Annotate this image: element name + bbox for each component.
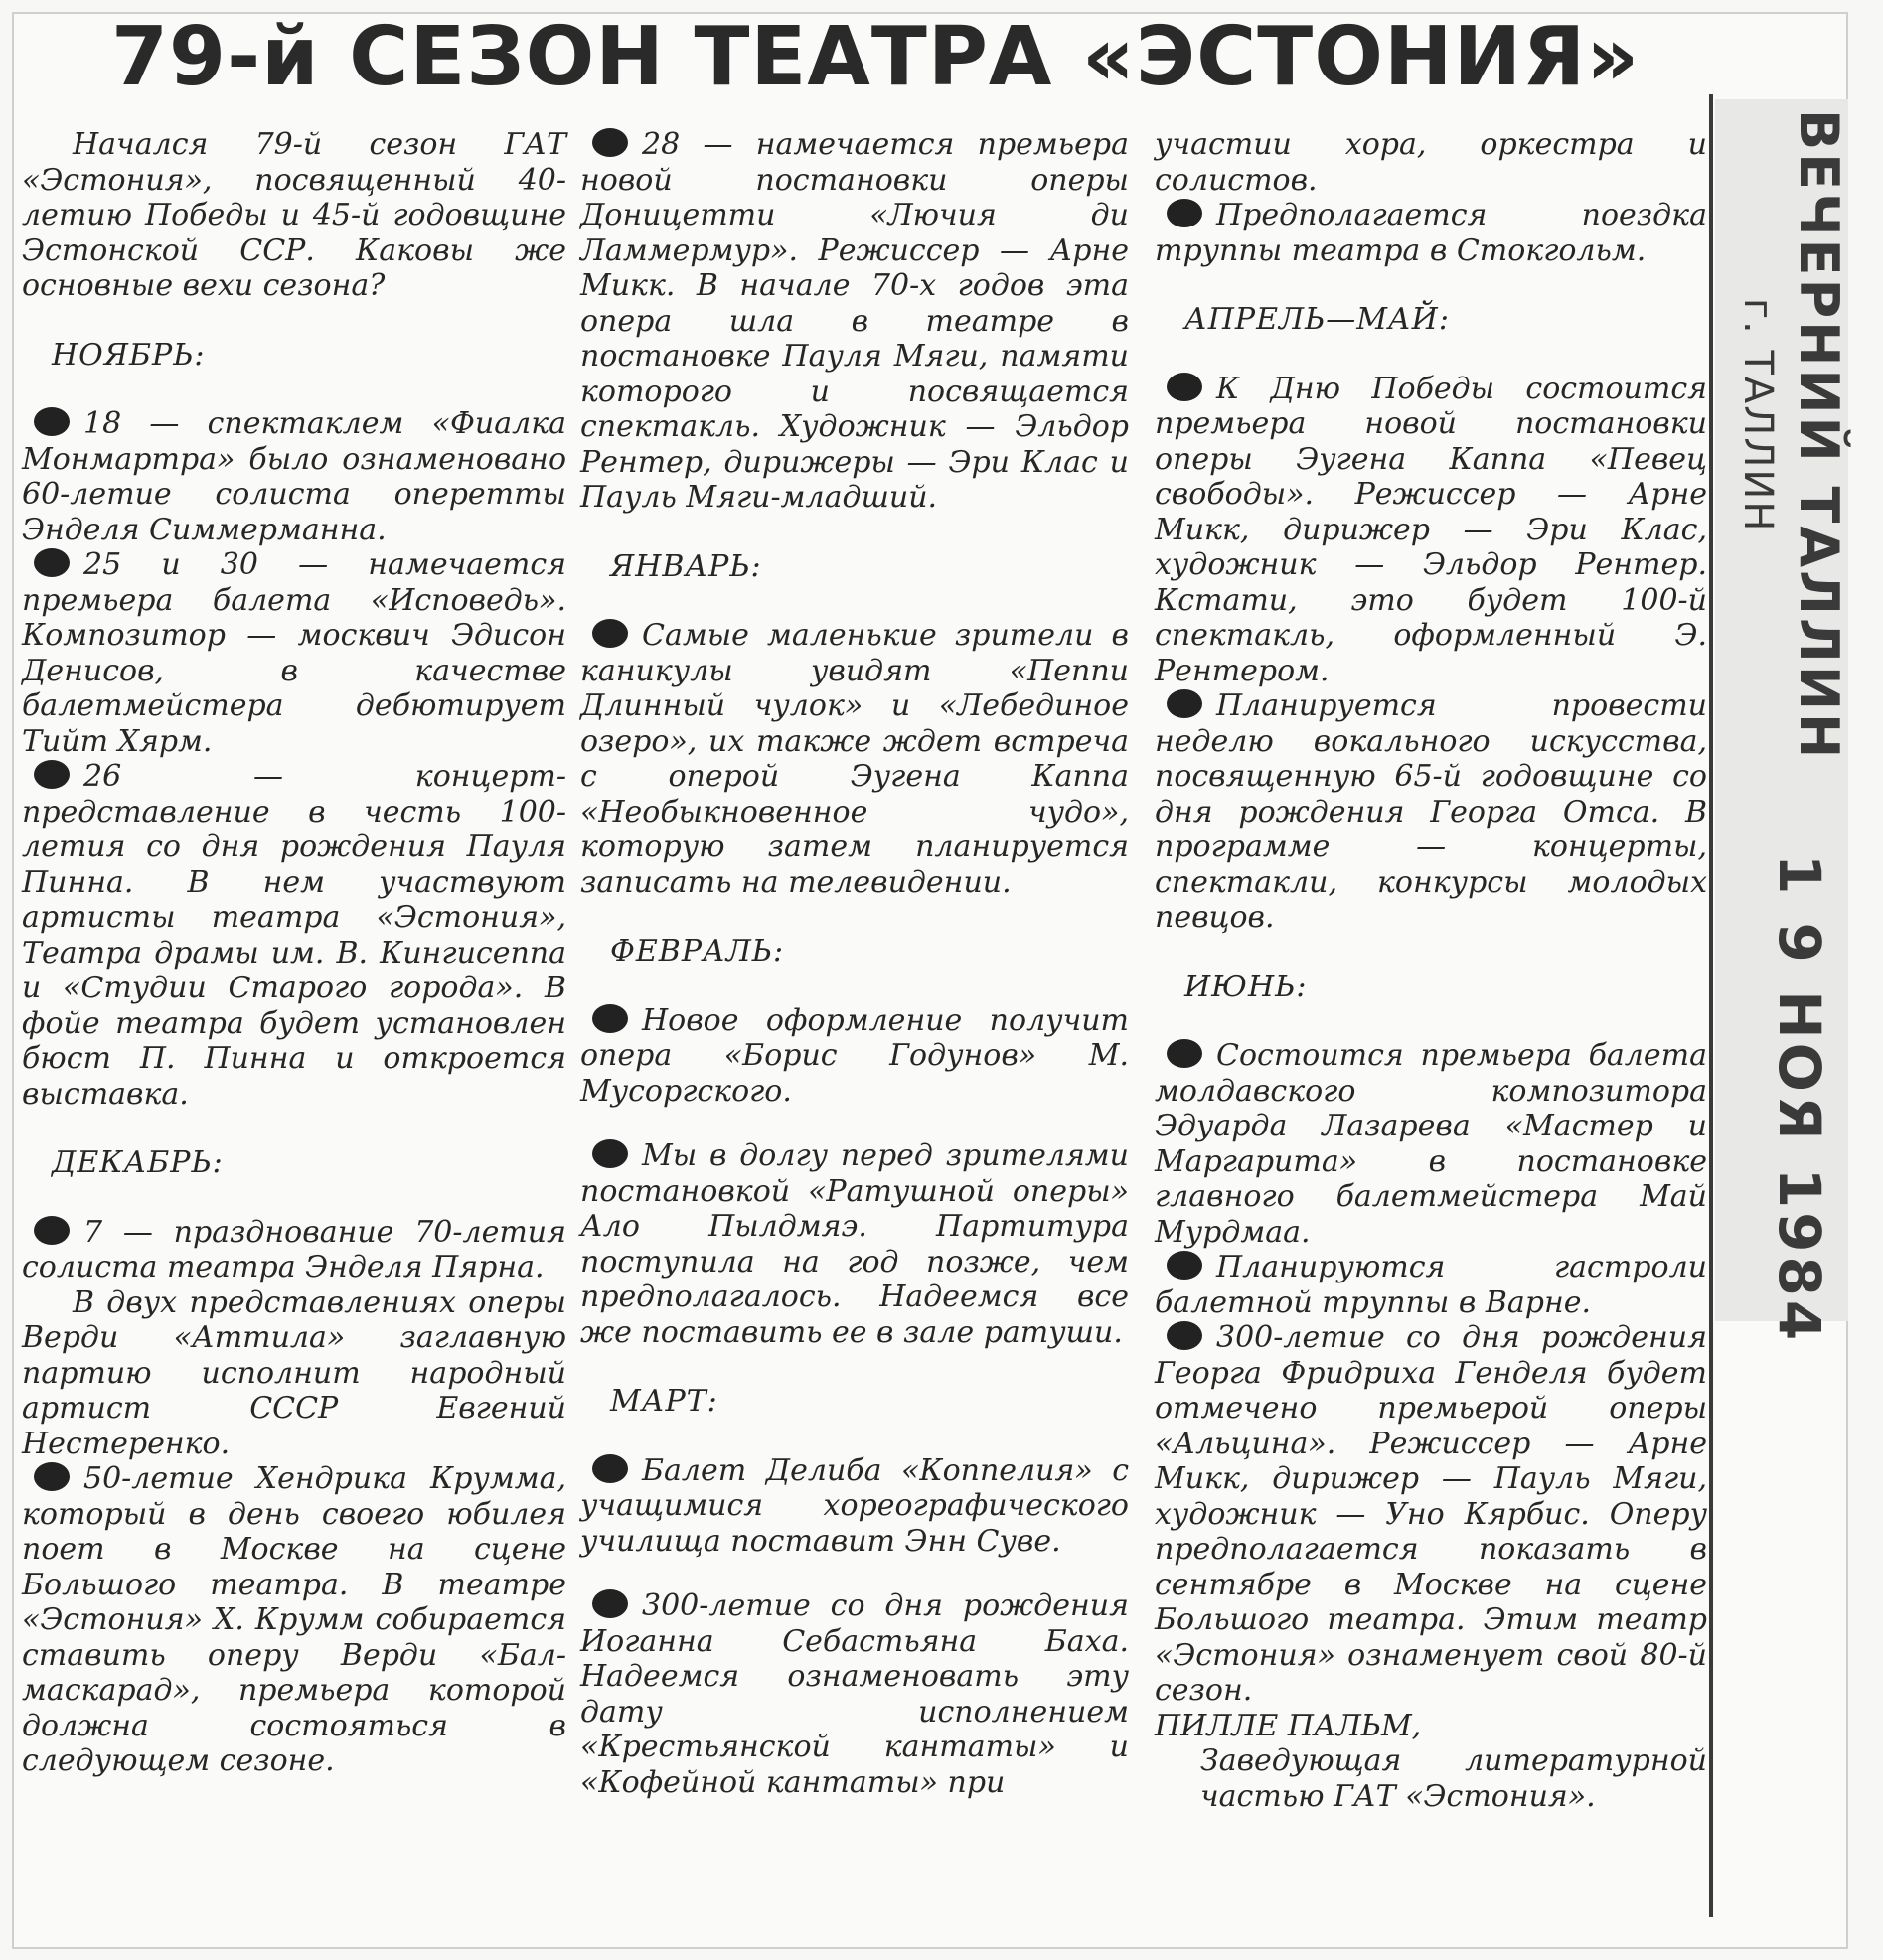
list-item	[580, 618, 1129, 900]
author-signature: ПИЛЛЕ ПАЛЬМ,	[1155, 1708, 1422, 1743]
paragraph: В двух представлениях оперы Верди «Аттила» заглавную партию исполнит народный артист СССР Евгений Нестеренко.	[22, 1284, 566, 1461]
list-item	[580, 1138, 1129, 1350]
list-item	[580, 1003, 1129, 1110]
bullet-dot-icon	[34, 407, 70, 436]
item-text: Мы в долгу перед зрителями постановкой «Ратушной оперы» Ало Пылдмяэ. Партитура поступила на год позже, чем предполагалось. Надеемся все же поставить ее в зале ратуши.	[580, 1138, 1129, 1350]
item-text: 50-летие Хендрика Крумма, который в день своего юбилея поет в Москве на сцене Большого театра. В театре «Эстония» Х. Крумм собирается ставить оперу Верди «Бал-маскарад», премьера которой должна состояться в следующем сезоне.	[22, 1461, 566, 1778]
item-text: Самые маленькие зрители в каникулы увидят «Пеппи Длинный чулок» и «Лебединое озеро», их также ждет встреча с оперой Эугена Каппа «Необыкновенное чудо», которую затем планируется записать на телевидении.	[580, 618, 1129, 900]
list-item	[580, 1453, 1129, 1560]
list-item	[22, 1461, 566, 1779]
bullet-dot-icon	[592, 1004, 628, 1033]
column-3	[1155, 127, 1707, 1814]
list-item	[22, 1215, 566, 1285]
list-item	[1155, 688, 1707, 936]
month-heading-march: МАРТ:	[610, 1384, 718, 1419]
bullet-dot-icon	[1167, 689, 1202, 718]
bullet-dot-icon	[1167, 199, 1202, 227]
list-item	[1155, 198, 1707, 268]
bullet-dot-icon	[1167, 1039, 1202, 1068]
list-item	[22, 406, 566, 547]
list-item	[1155, 1320, 1707, 1709]
intro-paragraph: Начался 79-й сезон ГАТ «Эстония», посвященный 40-летию Победы и 45-й годовщине Эстонской ССР. Каковы же основные вехи сезона?	[22, 127, 566, 303]
list-item	[1155, 1038, 1707, 1250]
column-2	[580, 127, 1129, 1800]
author-position: Заведующая литературной частью ГАТ «Эстония».	[1200, 1743, 1707, 1814]
bullet-dot-icon	[592, 619, 628, 648]
bullet-dot-icon	[34, 760, 70, 789]
item-text: 25 и 30 — намечается премьера балета «Исповедь». Композитор — москвич Эдисон Денисов, в качестве балетмейстера дебютирует Тийт Хярм.	[22, 547, 566, 759]
month-heading-june: ИЮНЬ:	[1184, 969, 1308, 1004]
bullet-dot-icon	[1167, 1251, 1202, 1280]
stamp-newspaper-name: ВЕЧЕРНИЙ ТАЛЛИН	[1788, 109, 1850, 762]
list-item	[580, 127, 1129, 516]
item-text: 28 — намечается премьера новой постановки оперы Доницетти «Лючия ди Ламмермур». Режиссер — Арне Микк. В начале 70-х годов эта опера шла в театре в постановке Пауля Мяги, памяти которого и посвящается спектакль. Художник — Эльдор Рентер, дирижеры — Эри Клас и Пауль Мяги-младший.	[580, 127, 1129, 515]
list-item	[1155, 1250, 1707, 1320]
item-text: 7 — празднование 70-летия солиста театра Энделя Пярна.	[22, 1214, 566, 1284]
item-text: 300-летие со дня рождения Иоганна Себастьяна Баха. Надеемся ознаменовать эту дату исполнением «Крестьянской кантаты» и «Кофейной кантаты» при	[580, 1588, 1129, 1800]
headline: 79-й СЕЗОН ТЕАТРА «ЭСТОНИЯ»	[111, 10, 1641, 104]
list-item	[22, 547, 566, 759]
item-text: Состоится премьера балета молдавского композитора Эдуарда Лазарева «Мастер и Маргарита» в постановке главного балетмейстера Май Мурдмаа.	[1155, 1038, 1707, 1250]
bullet-dot-icon	[592, 128, 628, 157]
bullet-dot-icon	[34, 1462, 70, 1491]
item-text: Балет Делиба «Коппелия» с учащимися хореографического училища поставит Энн Суве.	[580, 1452, 1129, 1559]
continued-text: участии хора, оркестра и солистов.	[1155, 127, 1707, 198]
list-item	[1155, 372, 1707, 689]
bullet-dot-icon	[34, 1216, 70, 1245]
column-1	[22, 127, 566, 1779]
month-heading-april-may: АПРЕЛЬ—МАЙ:	[1184, 302, 1450, 337]
list-item	[580, 1588, 1129, 1800]
item-text: 300-летие со дня рождения Георга Фридриха Генделя будет отмечено премьерой оперы «Альцина». Режиссер — Арне Микк, дирижер — Пауль Мяги, художник — Уно Кярбис. Оперу предполагается показать в сентябре в Москве на сцене Большого театра. Этим театр «Эстония» ознаменует свой 80-й сезон.	[1155, 1320, 1707, 1708]
item-text: Планируются гастроли балетной труппы в Варне.	[1155, 1250, 1707, 1320]
month-heading-february: ФЕВРАЛЬ:	[610, 934, 785, 969]
item-text: Планируется провести неделю вокального искусства, посвященную 65-й годовщине со дня рождения Георга Отса. В программе — концерты, спектакли, конкурсы молодых певцов.	[1155, 688, 1707, 935]
bullet-dot-icon	[34, 548, 70, 577]
column-divider	[1709, 94, 1713, 1917]
item-text: 18 — спектаклем «Фиалка Монмартра» было ознаменовано 60-летие солиста оперетты Энделя Симмерманна.	[22, 406, 566, 547]
bullet-dot-icon	[592, 1589, 628, 1618]
bullet-dot-icon	[592, 1454, 628, 1483]
item-text: 26 — концерт-представление в честь 100-летия со дня рождения Пауля Пинна. В нем участвуют артисты театра «Эстония», Театра драмы им. В. Кингисеппа и «Студии Старого города». В фойе театра будет установлен бюст П. Пинна и откроется выставка.	[22, 759, 566, 1112]
month-heading-december: ДЕКАБРЬ:	[52, 1145, 224, 1180]
item-text: Новое оформление получит опера «Борис Годунов» М. Мусоргского.	[580, 1002, 1129, 1109]
bullet-dot-icon	[1167, 373, 1202, 401]
stamp-date: 1 9 НОЯ 1984	[1766, 854, 1833, 1345]
stamp-city: г. ТАЛЛИН	[1735, 298, 1781, 533]
list-item	[22, 759, 566, 1112]
item-text: Предполагается поездка труппы театра в Стокгольм.	[1155, 198, 1707, 268]
month-heading-january: ЯНВАРЬ:	[610, 548, 762, 584]
item-text: К Дню Победы состоится премьера новой постановки оперы Эугена Каппа «Певец свободы». Режиссер — Арне Микк, дирижер — Эри Клас, художник — Эльдор Рентер. Кстати, это будет 100-й спектакль, оформленный Э. Рентером.	[1155, 371, 1707, 688]
bullet-dot-icon	[592, 1139, 628, 1168]
month-heading-november: НОЯБРЬ:	[52, 337, 206, 373]
bullet-dot-icon	[1167, 1321, 1202, 1350]
